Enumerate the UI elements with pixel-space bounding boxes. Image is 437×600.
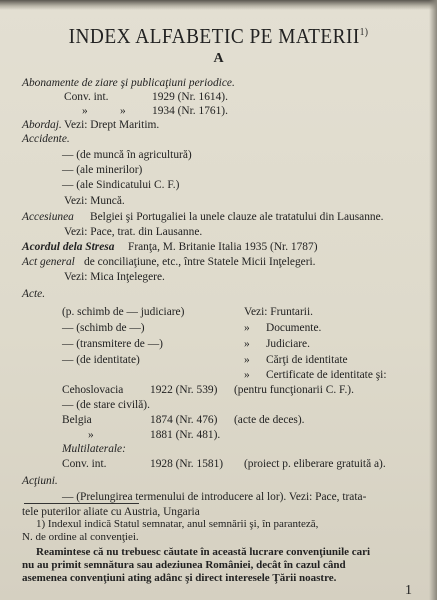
page-number: 1 bbox=[405, 583, 412, 598]
entry-text: 1922 (Nr. 539) bbox=[150, 384, 218, 396]
ditto-mark: » bbox=[120, 105, 126, 117]
footnote-line: Reamintese că nu trebuesc căutate în această lucrare convenţiunile cari bbox=[36, 546, 371, 558]
entry-text: Certificate de identitate şi: bbox=[266, 369, 387, 381]
entry-text: Conv. int. bbox=[62, 458, 107, 470]
entry-text: de conciliaţiune, etc., între Statele Micii Inţelegeri. bbox=[84, 256, 316, 268]
entry-text: 1934 (Nr. 1761). bbox=[152, 105, 228, 117]
footnote-line: nu au primit semnătura sau adeziunea României, decât în cazul când bbox=[22, 559, 346, 571]
footnote-line: asemenea convenţiuni ating adânc şi direct interesele Ţării noastre. bbox=[22, 572, 337, 584]
entry-text: (acte de deces). bbox=[234, 414, 305, 426]
entry-text: — (schimb de —) bbox=[62, 322, 145, 334]
entry-text: — (ale minerilor) bbox=[62, 164, 143, 176]
entry-text: 1874 (Nr. 476) bbox=[150, 414, 218, 426]
entry-text: 1929 (Nr. 1614). bbox=[152, 91, 228, 103]
section-letter: A bbox=[213, 51, 224, 66]
entry-text: (proiect p. eliberare gratuită a). bbox=[244, 458, 386, 470]
entry-text: — (de identitate) bbox=[62, 354, 140, 366]
entry-text: Vezi: Muncă. bbox=[64, 195, 125, 207]
footnote-line: N. de ordine al convenţiei. bbox=[22, 531, 139, 543]
ditto-mark: » bbox=[88, 429, 94, 441]
title-footnote-mark: 1) bbox=[359, 27, 369, 38]
entry-text: — (ale Sindicatului C. F.) bbox=[62, 179, 180, 191]
entry-heading: Acordul dela Stresa bbox=[22, 241, 115, 253]
entry-text: — (Prelungirea termenului de introducere al lor). Vezi: Pace, trata- bbox=[62, 491, 367, 503]
entry-text: Vezi: Pace, trat. din Lausanne. bbox=[64, 226, 203, 238]
entry-heading: Abordaj. bbox=[22, 119, 62, 131]
entry-heading: Acte. bbox=[22, 288, 46, 300]
entry-text: Cărţi de identitate bbox=[266, 354, 348, 366]
entry-text: 1928 (Nr. 1581) bbox=[150, 458, 224, 470]
entry-text: tele puterilor aliate cu Austria, Ungaria bbox=[22, 506, 200, 518]
entry-heading: Acţiuni. bbox=[22, 475, 58, 487]
entry-text: 1881 (Nr. 481). bbox=[150, 429, 221, 441]
entry-text: Belgia bbox=[62, 414, 92, 426]
ditto-mark: » bbox=[244, 354, 250, 366]
entry-text: — (de stare civilă). bbox=[62, 399, 150, 411]
entry-heading: Accesiunea bbox=[22, 211, 74, 223]
ditto-mark: » bbox=[244, 369, 250, 381]
entry-text: Documente. bbox=[266, 322, 322, 334]
entry-heading: Abonamente de ziare şi publicaţiuni periodice. bbox=[22, 77, 235, 89]
entry-text: Judiciare. bbox=[266, 338, 310, 350]
entry-subheading: Multilaterale: bbox=[62, 443, 126, 455]
entry-text: Franţa, M. Britanie Italia 1935 (Nr. 1787) bbox=[128, 241, 318, 253]
entry-text: Vezi: Drept Maritim. bbox=[64, 119, 160, 131]
entry-text: Belgiei şi Portugaliei la unele clauze ale tratatului din Lausanne. bbox=[90, 211, 384, 223]
ditto-mark: » bbox=[82, 105, 88, 117]
entry-text: Vezi: Mica Inţelegere. bbox=[64, 271, 165, 283]
entry-text: (pentru funcţionarii C. F.). bbox=[234, 384, 354, 396]
entry-text: — (de muncă în agricultură) bbox=[62, 149, 192, 161]
entry-text: — (transmitere de —) bbox=[62, 338, 163, 350]
entry-text: Vezi: Fruntarii. bbox=[244, 306, 313, 318]
entry-heading: Accidente. bbox=[22, 133, 70, 145]
entry-text: (p. schimb de — judiciare) bbox=[62, 306, 185, 318]
title-text: INDEX ALFABETIC PE MATERII bbox=[68, 24, 360, 48]
entry-text: Cehoslovacia bbox=[62, 384, 124, 396]
entry-text: Conv. int. bbox=[64, 91, 109, 103]
page-title bbox=[17, 24, 419, 49]
ditto-mark: » bbox=[244, 338, 250, 350]
entry-heading: Act general bbox=[22, 256, 75, 268]
footnote-line: 1) Indexul indică Statul semnatar, anul semnării şi, în paranteză, bbox=[36, 518, 319, 530]
ditto-mark: » bbox=[244, 322, 250, 334]
